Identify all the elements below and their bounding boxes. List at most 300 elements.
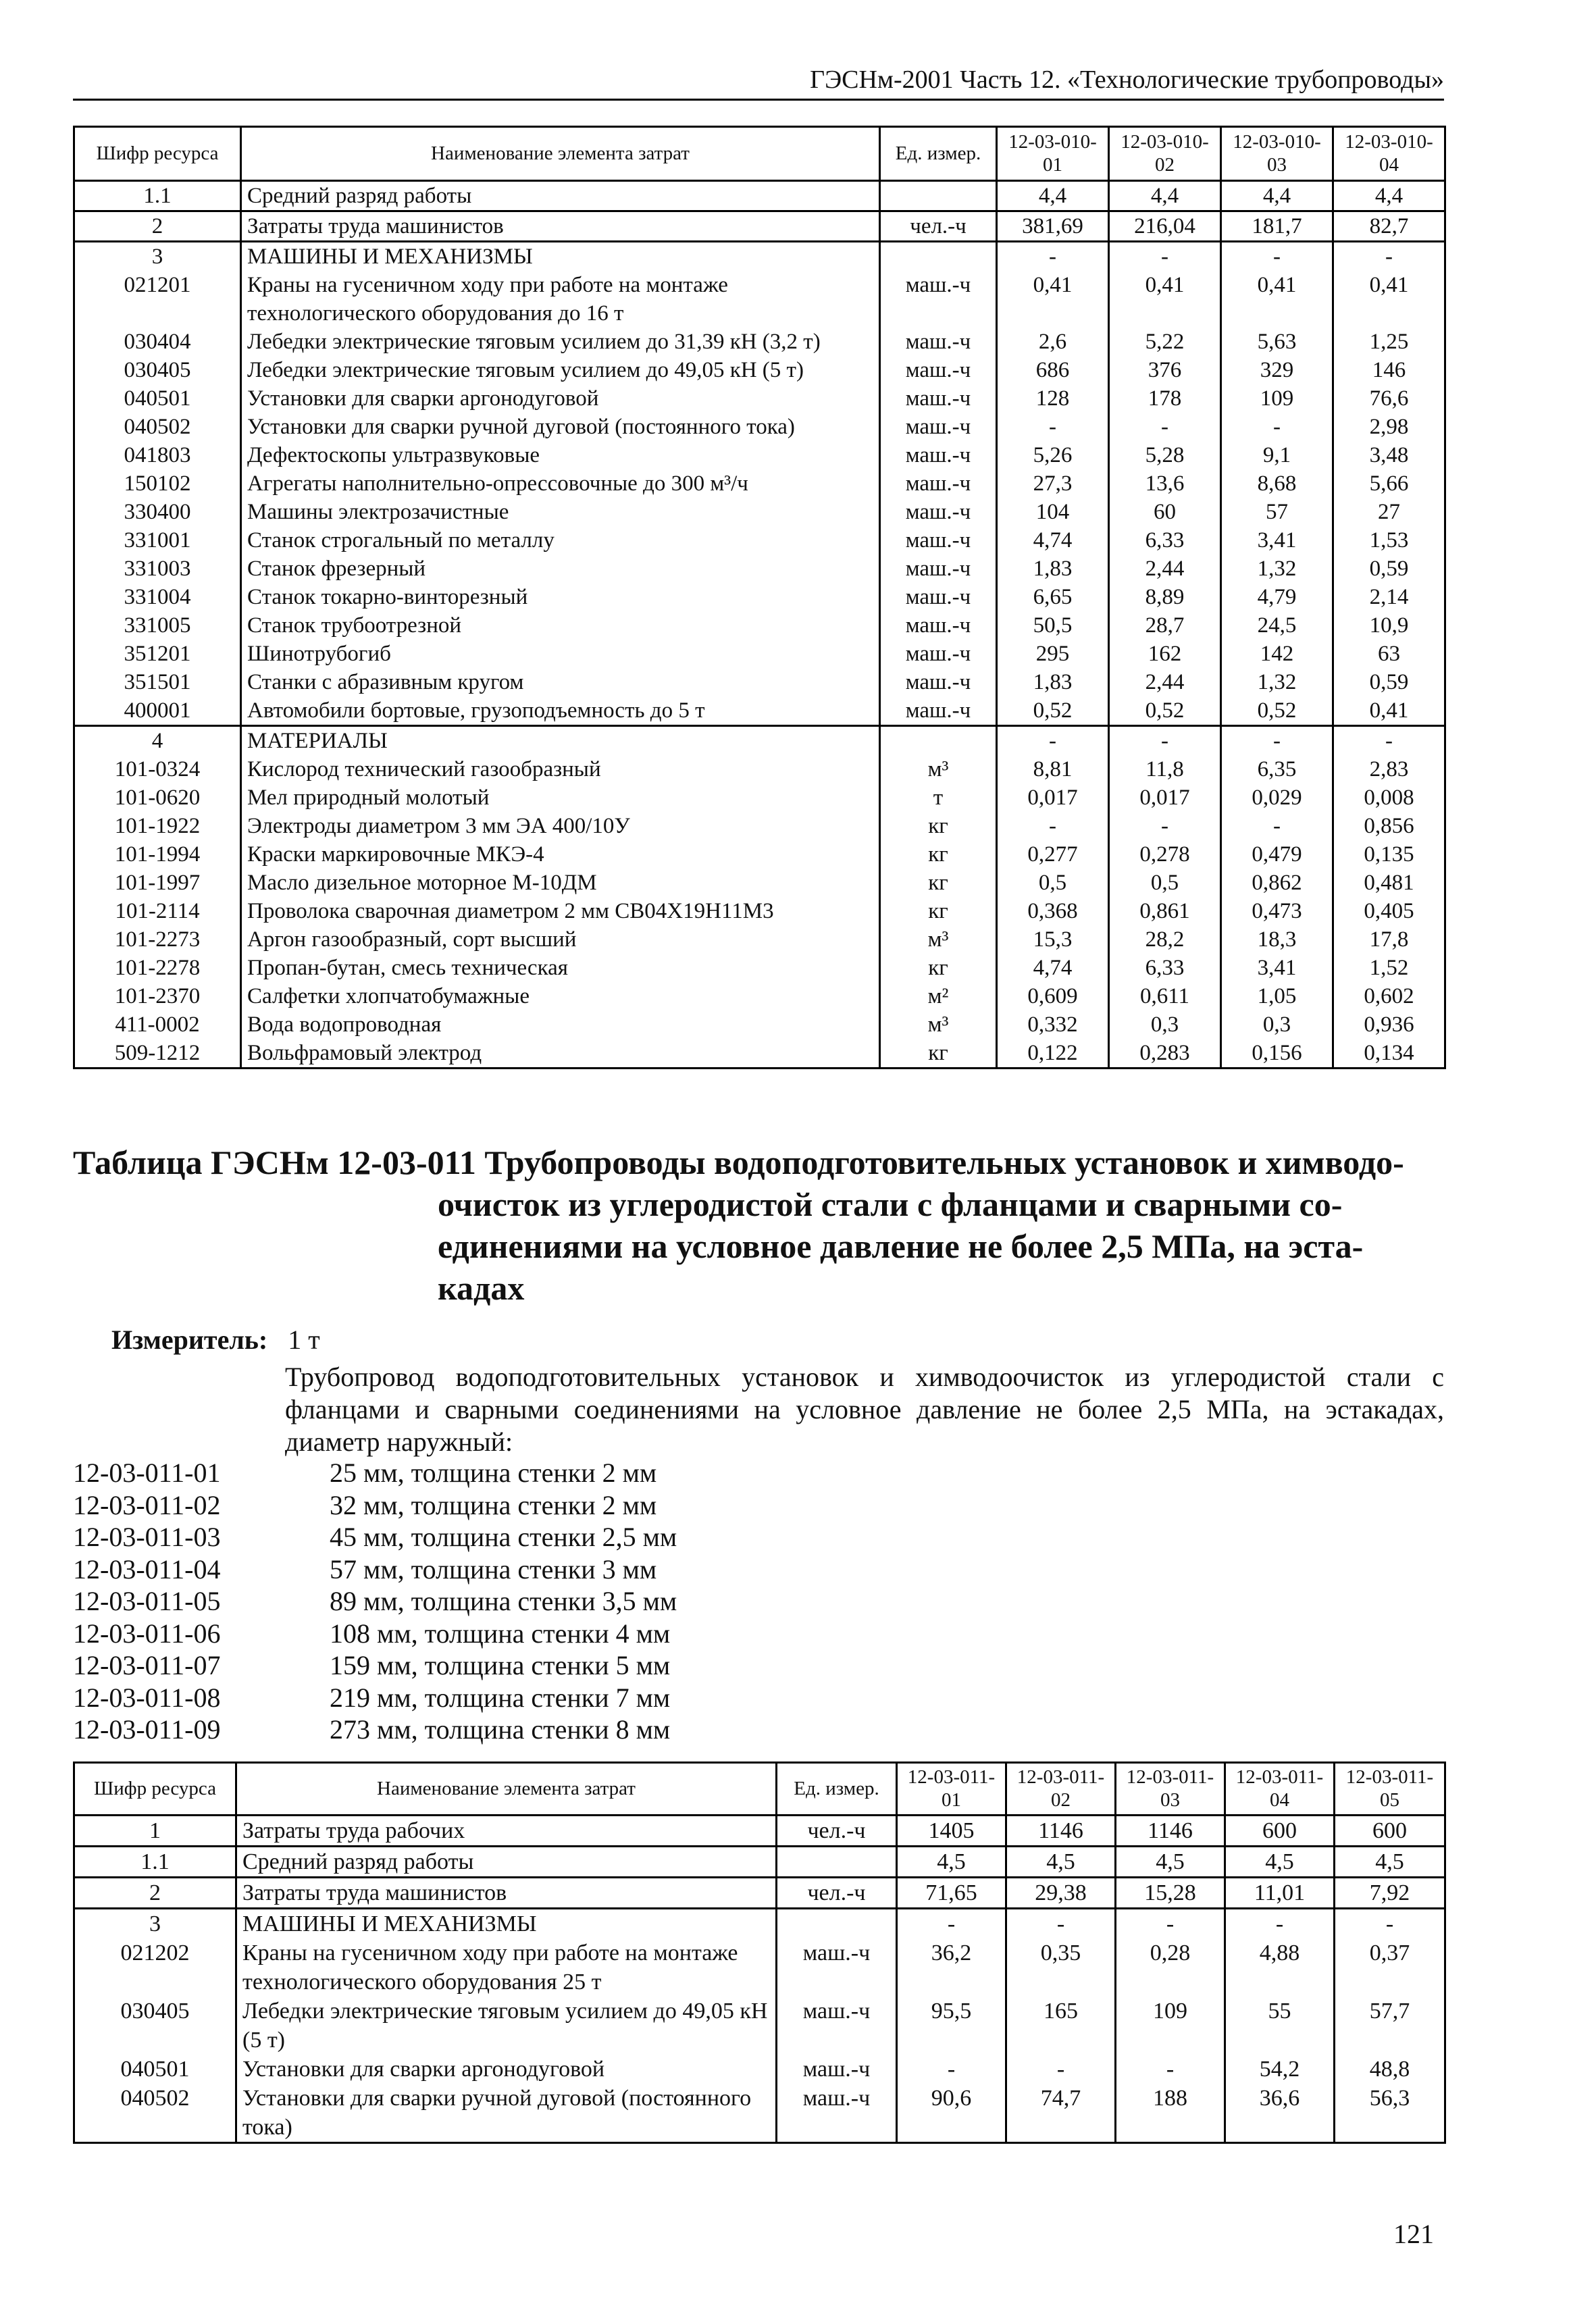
cell-value: 8,81 [997, 755, 1109, 783]
variant-code: 12-03-011-01 [73, 1458, 221, 1488]
col-header-v1: 12-03-010-01 [997, 127, 1109, 181]
table-title-line: кадах [438, 1269, 525, 1307]
cell-value: 0,861 [1109, 897, 1221, 925]
col-header-unit: Ед. измер. [777, 1763, 897, 1816]
cell-value: - [1221, 726, 1333, 756]
cell-unit: маш.-ч [880, 271, 997, 328]
cell-value: 165 [1006, 1997, 1116, 2055]
cell-value: - [1221, 242, 1333, 272]
cell-value: 74,7 [1006, 2084, 1116, 2143]
cell-unit: маш.-ч [777, 1938, 897, 1997]
cell-code: 101-1994 [74, 840, 241, 869]
cell-code: 030405 [74, 356, 241, 384]
cell-value: 0,017 [1109, 783, 1221, 812]
cell-name: Лебедки электрические тяговым усилием до 49,05 кН (5 т) [236, 1997, 777, 2055]
cell-unit: м³ [880, 925, 997, 954]
variant-text: 32 мм, толщина стенки 2 мм [330, 1489, 657, 1520]
variant-text: 45 мм, толщина стенки 2,5 мм [330, 1522, 677, 1552]
cell-code: 3 [74, 242, 241, 272]
cell-code: 101-2114 [74, 897, 241, 925]
cell-name: Лебедки электрические тяговым усилием до 31,39 кН (3,2 т) [241, 328, 880, 356]
cell-value: 15,3 [997, 925, 1109, 954]
cell-value: 142 [1221, 640, 1333, 668]
cell-value: 0,856 [1333, 812, 1445, 840]
cell-value: 0,029 [1221, 783, 1333, 812]
measure-value: 1 т [288, 1325, 320, 1355]
cell-name: Станок трубоотрезной [241, 611, 880, 640]
cell-value: 2,98 [1333, 413, 1445, 441]
cell-value: 0,405 [1333, 897, 1445, 925]
cell-value: 15,28 [1116, 1878, 1225, 1909]
cell-code: 1 [74, 1816, 236, 1847]
cell-value: 109 [1116, 1997, 1225, 2055]
cell-value: - [1006, 1909, 1116, 1939]
variant-code: 12-03-011-08 [73, 1682, 221, 1713]
cell-code: 509-1212 [74, 1039, 241, 1069]
cell-name: МАШИНЫ И МЕХАНИЗМЫ [241, 242, 880, 272]
cell-code: 3 [74, 1909, 236, 1939]
cell-value: 329 [1221, 356, 1333, 384]
table-title [73, 1141, 1444, 1309]
cell-value: - [1116, 2055, 1225, 2084]
cell-code: 101-2278 [74, 954, 241, 982]
cell-code: 040501 [74, 384, 241, 413]
variant-item [73, 1714, 677, 1746]
cell-unit: маш.-ч [777, 1997, 897, 2055]
cell-name: Установки для сварки аргонодуговой [241, 384, 880, 413]
variant-item [73, 1682, 677, 1714]
cell-unit: маш.-ч [880, 469, 997, 498]
cell-value: 4,5 [1006, 1847, 1116, 1878]
col-header-name: Наименование элемента затрат [241, 127, 880, 181]
cell-value: 188 [1116, 2084, 1225, 2143]
cell-value: 4,5 [897, 1847, 1006, 1878]
cell-value: 381,69 [997, 211, 1109, 242]
col-header-v2: 12-03-010-02 [1109, 127, 1221, 181]
cell-value: 50,5 [997, 611, 1109, 640]
variant-text: 25 мм, толщина стенки 2 мм [330, 1458, 657, 1488]
variant-item [73, 1521, 677, 1553]
col-header-code: Шифр ресурса [74, 1763, 236, 1816]
table-row [74, 1938, 1445, 1997]
cell-value: 1405 [897, 1816, 1006, 1847]
cell-value: 1,32 [1221, 668, 1333, 696]
cell-code: 2 [74, 211, 241, 242]
cell-value: 0,3 [1109, 1010, 1221, 1039]
table-row [74, 1010, 1445, 1039]
cell-value: - [897, 2055, 1006, 2084]
cell-value: 0,862 [1221, 869, 1333, 897]
cell-value: 48,8 [1335, 2055, 1445, 2084]
cell-value: 6,33 [1109, 954, 1221, 982]
cell-name: Установки для сварки аргонодуговой [236, 2055, 777, 2084]
cell-value: 0,5 [997, 869, 1109, 897]
table-row [74, 982, 1445, 1010]
cell-value: 2,44 [1109, 555, 1221, 583]
table-row [74, 1909, 1445, 1939]
cell-value: 5,26 [997, 441, 1109, 469]
cell-unit: маш.-ч [777, 2055, 897, 2084]
table-row [74, 526, 1445, 555]
variant-item [73, 1457, 677, 1489]
running-header: ГЭСНм-2001 Часть 12. «Технологические трубопроводы» [73, 65, 1444, 101]
variant-list [73, 1457, 677, 1746]
cell-value: 60 [1109, 498, 1221, 526]
cell-name: Краны на гусеничном ходу при работе на монтаже технологического оборудования до 16 т [241, 271, 880, 328]
cell-name: Электроды диаметром 3 мм ЭА 400/10У [241, 812, 880, 840]
cell-value: 55 [1225, 1997, 1335, 2055]
cell-code: 331003 [74, 555, 241, 583]
cell-value: 0,135 [1333, 840, 1445, 869]
cell-unit [880, 242, 997, 272]
cell-unit [777, 1847, 897, 1878]
cell-value: 1,83 [997, 668, 1109, 696]
cell-code: 040502 [74, 2084, 236, 2143]
table-row [74, 668, 1445, 696]
table-row [74, 271, 1445, 328]
cell-value: - [897, 1909, 1006, 1939]
table-row [74, 696, 1445, 726]
cell-value: - [1221, 812, 1333, 840]
cell-name: Средний разряд работы [236, 1847, 777, 1878]
cell-value: 146 [1333, 356, 1445, 384]
table-row [74, 242, 1445, 272]
variant-text: 273 мм, толщина стенки 8 мм [330, 1714, 671, 1745]
cell-code: 021201 [74, 271, 241, 328]
cell-value: 27 [1333, 498, 1445, 526]
cell-value: 295 [997, 640, 1109, 668]
variant-text: 57 мм, толщина стенки 3 мм [330, 1553, 657, 1585]
cell-unit: маш.-ч [880, 555, 997, 583]
variant-code: 12-03-011-09 [73, 1714, 221, 1745]
cell-value: 0,609 [997, 982, 1109, 1010]
cell-value: 109 [1221, 384, 1333, 413]
cell-code: 331001 [74, 526, 241, 555]
cell-name: Пропан-бутан, смесь техническая [241, 954, 880, 982]
cell-value: 4,4 [997, 181, 1109, 211]
cell-value: 0,479 [1221, 840, 1333, 869]
cell-value: 376 [1109, 356, 1221, 384]
cell-value: 57 [1221, 498, 1333, 526]
cell-unit: кг [880, 1039, 997, 1069]
variant-code: 12-03-011-03 [73, 1522, 221, 1552]
cell-unit: маш.-ч [880, 696, 997, 726]
cell-value: 0,5 [1109, 869, 1221, 897]
cell-value: 0,602 [1333, 982, 1445, 1010]
cell-value: 0,936 [1333, 1010, 1445, 1039]
page-number: 121 [1393, 2219, 1434, 2249]
cell-value: 11,01 [1225, 1878, 1335, 1909]
cell-unit: маш.-ч [777, 2084, 897, 2143]
cell-code: 331004 [74, 583, 241, 611]
variant-item [73, 1618, 677, 1650]
cell-value: 13,6 [1109, 469, 1221, 498]
cell-value: - [1335, 1909, 1445, 1939]
variant-item [73, 1649, 677, 1682]
table-row [74, 1878, 1445, 1909]
cell-code: 400001 [74, 696, 241, 726]
table-row [74, 498, 1445, 526]
cell-value: 0,59 [1333, 668, 1445, 696]
table-row [74, 328, 1445, 356]
cell-value: 76,6 [1333, 384, 1445, 413]
cell-name: Агрегаты наполнительно-опрессовочные до 300 м³/ч [241, 469, 880, 498]
cell-value: 600 [1225, 1816, 1335, 1847]
cell-unit: маш.-ч [880, 441, 997, 469]
table-row [74, 2055, 1445, 2084]
cell-unit: маш.-ч [880, 526, 997, 555]
table-row [74, 181, 1445, 211]
cell-value: 178 [1109, 384, 1221, 413]
variant-code: 12-03-011-06 [73, 1618, 221, 1649]
cell-code: 150102 [74, 469, 241, 498]
cell-value: 4,4 [1109, 181, 1221, 211]
table-row [74, 384, 1445, 413]
variant-item [73, 1585, 677, 1618]
table-title-line: Таблица ГЭСНм 12-03-011 Трубопроводы водоподготовительных установок и химводо- [73, 1143, 1404, 1181]
cell-name: Салфетки хлопчатобумажные [241, 982, 880, 1010]
cell-unit: м³ [880, 1010, 997, 1039]
variant-code: 12-03-011-02 [73, 1489, 221, 1520]
cell-name: Масло дизельное моторное М-10ДМ [241, 869, 880, 897]
cell-name: Шинотрубогиб [241, 640, 880, 668]
cell-name: Проволока сварочная диаметром 2 мм СВ04Х19Н11М3 [241, 897, 880, 925]
cell-value: - [997, 812, 1109, 840]
cell-value: 0,41 [1109, 271, 1221, 328]
cell-unit [880, 726, 997, 756]
table-row [74, 954, 1445, 982]
cell-value: - [1006, 2055, 1116, 2084]
cell-unit: кг [880, 897, 997, 925]
cell-value: 6,33 [1109, 526, 1221, 555]
cell-code: 2 [74, 1878, 236, 1909]
cell-value: 56,3 [1335, 2084, 1445, 2143]
cell-value: 1,32 [1221, 555, 1333, 583]
cell-code: 101-0324 [74, 755, 241, 783]
cell-value: 4,4 [1221, 181, 1333, 211]
cell-unit: маш.-ч [880, 328, 997, 356]
cell-name: Установки для сварки ручной дуговой (постоянного тока) [236, 2084, 777, 2143]
cell-name: Машины электрозачистные [241, 498, 880, 526]
cell-value: 1,52 [1333, 954, 1445, 982]
variant-text: 108 мм, толщина стенки 4 мм [330, 1618, 671, 1649]
cell-unit [777, 1909, 897, 1939]
cell-value: 0,122 [997, 1039, 1109, 1069]
cell-value: 1,53 [1333, 526, 1445, 555]
cell-value: 71,65 [897, 1878, 1006, 1909]
cell-unit: чел.-ч [777, 1816, 897, 1847]
cell-value: 4,5 [1225, 1847, 1335, 1878]
cell-unit: маш.-ч [880, 583, 997, 611]
cell-value: - [1333, 242, 1445, 272]
cell-code: 101-2273 [74, 925, 241, 954]
cell-code: 040501 [74, 2055, 236, 2084]
cell-value: 686 [997, 356, 1109, 384]
cell-value: 4,74 [997, 526, 1109, 555]
cell-value: 8,89 [1109, 583, 1221, 611]
cell-value: 0,35 [1006, 1938, 1116, 1997]
table-row [74, 555, 1445, 583]
cell-value: 0,52 [1109, 696, 1221, 726]
cell-value: 4,5 [1335, 1847, 1445, 1878]
cell-code: 4 [74, 726, 241, 756]
cell-value: 8,68 [1221, 469, 1333, 498]
cell-value: 0,41 [997, 271, 1109, 328]
cell-value: 0,52 [997, 696, 1109, 726]
cell-value: 6,65 [997, 583, 1109, 611]
cell-value: 4,5 [1116, 1847, 1225, 1878]
cell-unit: маш.-ч [880, 498, 997, 526]
variant-text: 219 мм, толщина стенки 7 мм [330, 1682, 671, 1713]
cell-unit: кг [880, 812, 997, 840]
cell-name: Станок токарно-винторезный [241, 583, 880, 611]
cell-value: 5,66 [1333, 469, 1445, 498]
cell-value: 104 [997, 498, 1109, 526]
measure-label: Измеритель: [111, 1325, 268, 1355]
cell-value: 2,44 [1109, 668, 1221, 696]
cell-code: 411-0002 [74, 1010, 241, 1039]
cell-value: 57,7 [1335, 1997, 1445, 2055]
col-header-code: Шифр ресурса [74, 127, 241, 181]
cell-value: 0,52 [1221, 696, 1333, 726]
cell-value: 5,63 [1221, 328, 1333, 356]
cell-value: 0,332 [997, 1010, 1109, 1039]
cell-value: 1,25 [1333, 328, 1445, 356]
cell-value: 17,8 [1333, 925, 1445, 954]
table-title-line: очисток из углеродистой стали с фланцами и сварными со- [438, 1185, 1343, 1223]
cell-unit: маш.-ч [880, 640, 997, 668]
cell-name: Мел природный молотый [241, 783, 880, 812]
col-header-unit: Ед. измер. [880, 127, 997, 181]
cell-name: Краски маркировочные МКЭ-4 [241, 840, 880, 869]
cell-unit: маш.-ч [880, 668, 997, 696]
cell-value: 0,28 [1116, 1938, 1225, 1997]
cell-value: 0,368 [997, 897, 1109, 925]
cell-value: - [1333, 726, 1445, 756]
cell-value: 28,7 [1109, 611, 1221, 640]
cell-value: 0,41 [1333, 271, 1445, 328]
col-header-v4: 12-03-010-04 [1333, 127, 1445, 181]
cell-unit: кг [880, 869, 997, 897]
cell-value: - [997, 726, 1109, 756]
col-header-v5: 12-03-011-05 [1335, 1763, 1445, 1816]
table-row [74, 1039, 1445, 1069]
work-description: Трубопровод водоподготовительных установок и химводоочисток из углеродистой стали с фланцами и сварными соединениями на условное давление не более 2,5 МПа, на эстакадах, диаметр наружный: [285, 1362, 1444, 1457]
cell-value: 29,38 [1006, 1878, 1116, 1909]
cell-name: Станок фрезерный [241, 555, 880, 583]
cell-value: 7,92 [1335, 1878, 1445, 1909]
table-row [74, 783, 1445, 812]
cell-value: - [1109, 242, 1221, 272]
table-row [74, 726, 1445, 756]
cell-name: Вода водопроводная [241, 1010, 880, 1039]
cell-value: 0,017 [997, 783, 1109, 812]
cell-unit: маш.-ч [880, 413, 997, 441]
cell-value: 1,83 [997, 555, 1109, 583]
col-header-v3: 12-03-010-03 [1221, 127, 1333, 181]
table-row [74, 925, 1445, 954]
cell-value: - [997, 242, 1109, 272]
table-row [74, 356, 1445, 384]
cell-unit: маш.-ч [880, 611, 997, 640]
table-row [74, 441, 1445, 469]
cell-value: 24,5 [1221, 611, 1333, 640]
cell-unit: чел.-ч [880, 211, 997, 242]
cell-name: Краны на гусеничном ходу при работе на монтаже технологического оборудования 25 т [236, 1938, 777, 1997]
table-row [74, 211, 1445, 242]
cell-value: 600 [1335, 1816, 1445, 1847]
cell-value: 28,2 [1109, 925, 1221, 954]
table-row [74, 812, 1445, 840]
cell-value: - [1221, 413, 1333, 441]
table-body [74, 181, 1445, 1069]
cell-value: 0,41 [1333, 696, 1445, 726]
cell-value: 0,3 [1221, 1010, 1333, 1039]
cell-code: 1.1 [74, 1847, 236, 1878]
cell-value: 4,88 [1225, 1938, 1335, 1997]
table-row [74, 755, 1445, 783]
cell-value: - [1109, 726, 1221, 756]
cell-name: Вольфрамовый электрод [241, 1039, 880, 1069]
cell-unit: маш.-ч [880, 384, 997, 413]
cell-value: 4,74 [997, 954, 1109, 982]
cell-code: 030404 [74, 328, 241, 356]
cell-value: 11,8 [1109, 755, 1221, 783]
cell-value: 63 [1333, 640, 1445, 668]
cell-code: 021202 [74, 1938, 236, 1997]
col-header-v3: 12-03-011-03 [1116, 1763, 1225, 1816]
table-row [74, 869, 1445, 897]
variant-item [73, 1553, 677, 1586]
cell-value: 0,278 [1109, 840, 1221, 869]
cell-value: - [1109, 812, 1221, 840]
cell-value: - [997, 413, 1109, 441]
cell-code: 101-0620 [74, 783, 241, 812]
cell-value: 0,008 [1333, 783, 1445, 812]
resource-table-010 [73, 126, 1446, 1069]
cell-unit: кг [880, 954, 997, 982]
cell-value: 27,3 [997, 469, 1109, 498]
cell-value: 5,28 [1109, 441, 1221, 469]
cell-name: Лебедки электрические тяговым усилием до 49,05 кН (5 т) [241, 356, 880, 384]
cell-value: 0,611 [1109, 982, 1221, 1010]
measure-unit [111, 1324, 320, 1356]
cell-value: 1146 [1116, 1816, 1225, 1847]
cell-code: 040502 [74, 413, 241, 441]
cell-value: 181,7 [1221, 211, 1333, 242]
cell-value: 216,04 [1109, 211, 1221, 242]
cell-value: 1,05 [1221, 982, 1333, 1010]
cell-value: 36,6 [1225, 2084, 1335, 2143]
cell-value: 2,14 [1333, 583, 1445, 611]
col-header-name: Наименование элемента затрат [236, 1763, 777, 1816]
cell-value: 90,6 [897, 2084, 1006, 2143]
col-header-v1: 12-03-011-01 [897, 1763, 1006, 1816]
table-row [74, 840, 1445, 869]
cell-value: 10,9 [1333, 611, 1445, 640]
cell-unit: чел.-ч [777, 1878, 897, 1909]
table-title-line: единениями на условное давление не более 2,5 МПа, на эста- [438, 1227, 1364, 1265]
table-row [74, 1997, 1445, 2055]
cell-name: Затраты труда машинистов [241, 211, 880, 242]
cell-unit: маш.-ч [880, 356, 997, 384]
cell-value: 2,83 [1333, 755, 1445, 783]
table-row [74, 640, 1445, 668]
cell-name: Затраты труда рабочих [236, 1816, 777, 1847]
resource-table-011 [73, 1762, 1446, 2144]
cell-value: 54,2 [1225, 2055, 1335, 2084]
variant-text: 159 мм, толщина стенки 5 мм [330, 1650, 671, 1680]
